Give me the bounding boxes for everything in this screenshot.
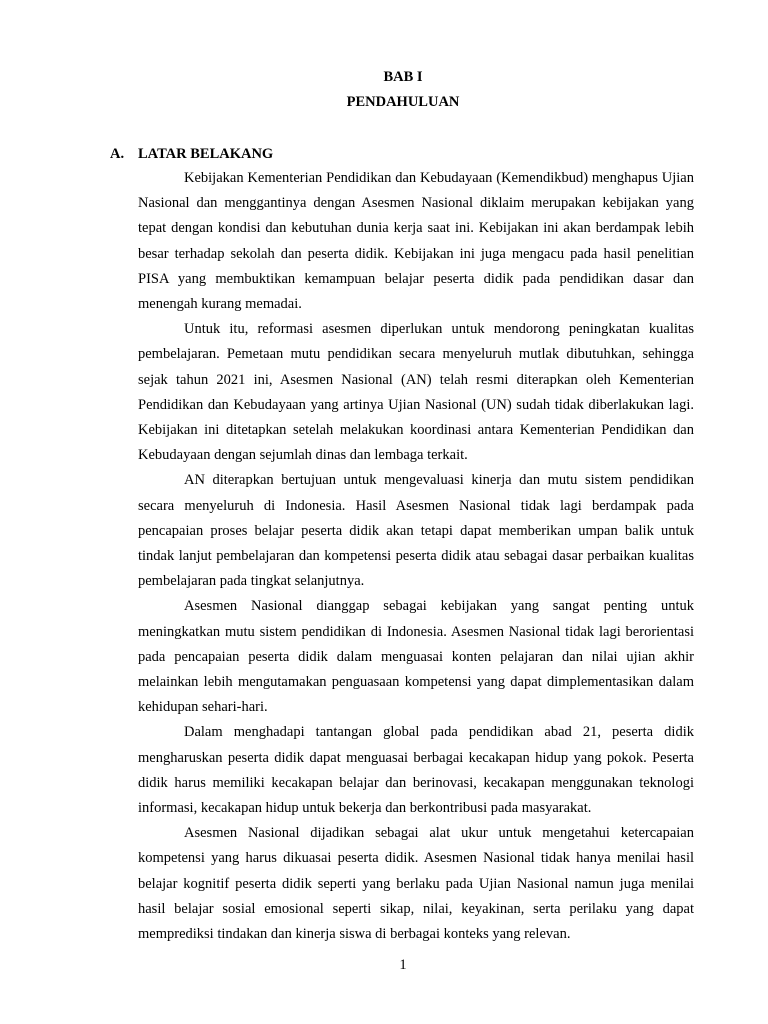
paragraph-6: Asesmen Nasional dijadikan sebagai alat ukur untuk mengetahui ketercapaian kompetensi yang harus dikuasai peserta didik. Asesmen Nasional tidak hanya menilai hasil belajar kognitif peserta didik seperti yang berlaku pada Ujian Nasional namun juga menilai hasil belajar sosial emosional seperti sikap, nilai, keyakinan, serta perilaku yang dapat memprediksi tindakan dan kinerja siswa di berbagai konteks yang relevan. <box>138 825 694 943</box>
paragraph-5: Dalam menghadapi tantangan global pada pendidikan abad 21, peserta didik mengharuskan peserta didik dapat menguasai berbagai kecakapan hidup yang pokok. Peserta didik harus memiliki kecakapan belajar dan berinovasi, kecakapan menggunakan teknologi informasi, kecakapan hidup untuk bekerja dan berkontribusi pada masyarakat. <box>138 724 694 817</box>
paragraph-3: AN diterapkan bertujuan untuk mengevaluasi kinerja dan mutu sistem pendidikan secara menyeluruh di Indonesia. Hasil Asesmen Nasional tidak lagi berdampak pada pencapaian proses belajar peserta didik akan tetapi dapat memberikan umpan balik untuk tindak lanjut pembelajaran dan kompetensi peserta didik atau sebagai dasar perbaikan kualitas pembelajaran pada tingkat selanjutnya. <box>138 472 694 590</box>
chapter-number: BAB I <box>383 69 423 85</box>
section-letter: A. <box>110 146 125 162</box>
paragraph-4: Asesmen Nasional dianggap sebagai kebijakan yang sangat penting untuk meningkatkan mutu sistem pendidikan di Indonesia. Asesmen Nasional tidak lagi berorientasi pada pencapaian peserta didik dalam menguasai konten pelajaran dan nilai ujian akhir melainkan lebih mengutamakan penguasaan kompetensi yang dapat dimplementasikan dalam kehidupan sehari-hari. <box>138 598 694 716</box>
section-heading <box>110 145 273 163</box>
section-title: LATAR BELAKANG <box>138 146 274 162</box>
paragraph-2: Untuk itu, reformasi asesmen diperlukan untuk mendorong peningkatan kualitas pembelajaran. Pemetaan mutu pendidikan secara menyeluruh mutlak dibutuhkan, sehingga sejak tahun 2021 ini, Asesmen Nasional (AN) telah resmi diterapkan oleh Kementerian Pendidikan dan Kebudayaan yang artinya Ujian Nasional (UN) sudah tidak diberlakukan lagi. Kebijakan ini ditetapkan setelah melakukan koordinasi antara Kementerian Pendidikan dan Kebudayaan dengan sejumlah dinas dan lembaga terkait. <box>138 321 694 464</box>
body-text <box>138 166 694 947</box>
paragraph-1: Kebijakan Kementerian Pendidikan dan Kebudayaan (Kemendikbud) menghapus Ujian Nasional dan menggantinya dengan Asesmen Nasional diklaim merupakan kebijakan yang tepat dengan kondisi dan kebutuhan dunia kerja saat ini. Kebijakan ini akan berdampak lebih besar terhadap sekolah dan peserta didik. Kebijakan ini juga mengacu pada hasil penelitian PISA yang membuktikan kemampuan belajar peserta didik pada pendidikan dasar dan menengah kurang memadai. <box>138 170 694 313</box>
chapter-title: PENDAHULUAN <box>346 94 460 110</box>
page-number: 1 <box>399 957 407 973</box>
